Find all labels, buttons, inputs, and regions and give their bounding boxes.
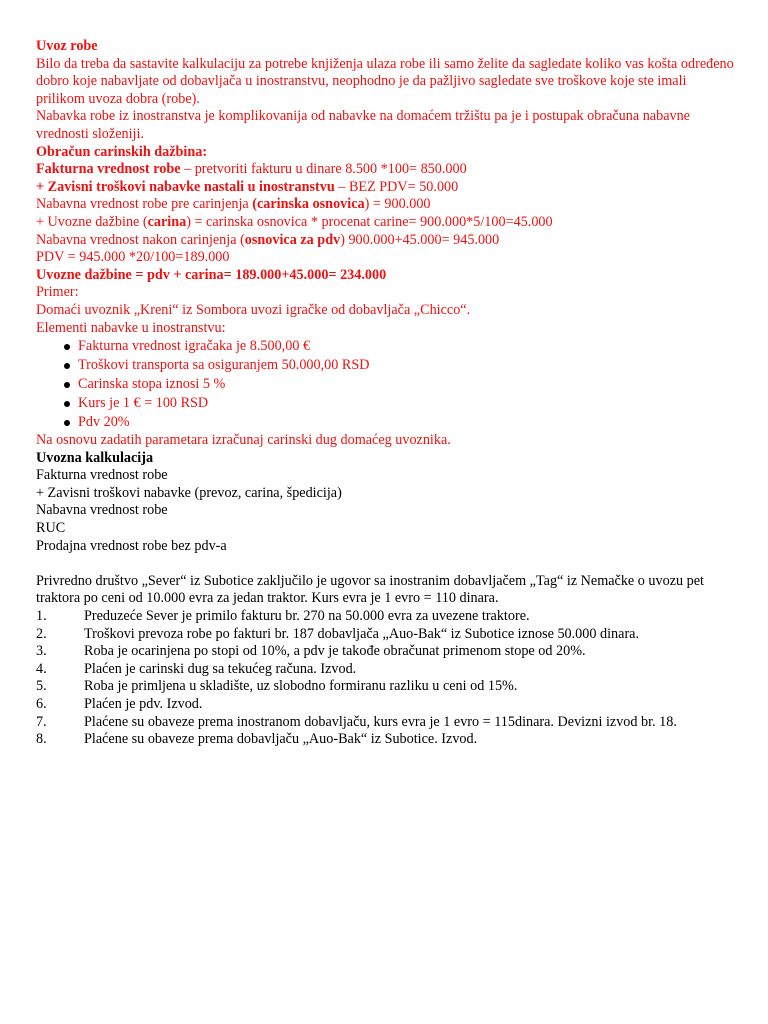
example-task: Na osnovu zadatih parametara izračunaj carinski dug domaćeg uvoznika. <box>36 432 451 449</box>
item-text: Roba je ocarinjena po stopi od 10%, a pdv je takođe obračunat primenom stope od 20%. <box>84 643 586 660</box>
calc-line-vat: PDV = 945.000 *20/100=189.000 <box>36 249 230 266</box>
numbered-item <box>36 608 736 626</box>
item-text: Plaćene su obaveze prema dobavljaču „Auo-Bak“ iz Subotice. Izvod. <box>84 731 478 748</box>
import-calc-row: RUC <box>36 520 66 537</box>
example-text: Domaći uvoznik „Kreni“ iz Sombora uvozi igračke od dobavljača „Chicco“. <box>36 301 471 318</box>
calc-line-dependent-costs: + Zavisni troškovi nabavke nastali u inostranstvu – BEZ PDV= 50.000 <box>36 178 459 195</box>
item-text: Plaćen je pdv. Izvod. <box>84 696 203 712</box>
calc-line-customs-duty: + Uvozne dažbine (carina) = carinska osnovica * procenat carine= 900.000*5/100=45.000 <box>36 213 553 230</box>
calc-line-total-duties: Uvozne dažbine = pdv + carina= 189.000+45.000= 234.000 <box>36 266 387 283</box>
spacer <box>36 555 736 573</box>
list-item: Fakturna vrednost igračaka je 8.500,00 € <box>36 337 736 356</box>
import-calc-row: Prodajna vrednost robe bez pdv-a <box>36 537 227 554</box>
numbered-item <box>36 626 736 644</box>
calc-line-invoice: Fakturna vrednost robe – pretvoriti fakturu u dinare 8.500 *100= 850.000 <box>36 161 467 178</box>
document-body <box>36 38 736 749</box>
item-number: 2. <box>36 625 47 642</box>
item-number: 6. <box>36 696 47 712</box>
example-label: Primer: <box>36 284 79 301</box>
item-text: Plaćen je carinski dug sa tekućeg računa. Izvod. <box>84 660 357 677</box>
numbered-item <box>36 731 736 749</box>
calc-line-vat-base: Nabavna vrednost nakon carinjenja (osnovica za pdv) 900.000+45.000= 945.000 <box>36 231 500 248</box>
list-item: Troškovi transporta sa osiguranjem 50.000,00 RSD <box>36 356 736 375</box>
task2-intro: Privredno društvo „Sever“ iz Subotice zaključilo je ugovor sa inostranim dobavljačem „Tag“ iz Nemačke o uvozu pet traktora po ceni od 10.000 evra za jedan traktor. Kurs evra je 1 evro = 110 dinara. <box>36 572 704 607</box>
item-text: Plaćene su obaveze prema inostranom dobavljaču, kurs evra je 1 evro = 115dinara. Devizni izvod br. 18. <box>84 713 677 730</box>
list-item: Pdv 20% <box>36 413 736 432</box>
import-calc-row: Fakturna vrednost robe <box>36 467 168 484</box>
item-number: 5. <box>36 678 47 695</box>
item-number: 1. <box>36 608 47 625</box>
item-number: 8. <box>36 731 47 748</box>
item-number: 7. <box>36 713 47 730</box>
list-item: Kurs je 1 € = 100 RSD <box>36 394 736 413</box>
item-text: Troškovi prevoza robe po fakturi br. 187 dobavljača „Auo-Bak“ iz Subotice iznose 50.000 dinara. <box>84 625 640 642</box>
elements-label: Elementi nabavke u inostranstvu: <box>36 319 226 336</box>
numbered-item <box>36 714 736 732</box>
import-calc-row: Nabavna vrednost robe <box>36 502 168 519</box>
item-number: 4. <box>36 660 47 677</box>
numbered-item <box>36 643 736 661</box>
item-text: Preduzeće Sever je primilo fakturu br. 270 na 50.000 evra za uvezene traktore. <box>84 608 530 625</box>
numbered-item <box>36 696 736 714</box>
numbered-item <box>36 678 736 696</box>
document-heading: Uvoz robe <box>36 38 98 54</box>
item-text: Roba je primljena u skladište, uz slobodno formiranu razliku u ceni od 15%. <box>84 678 518 695</box>
intro-paragraph-2: Nabavka robe iz inostranstva je komplikovanija od nabavke na domaćem tržištu pa je i postupak obračuna nabavne vrednosti složeniji. <box>36 108 690 142</box>
intro-paragraph-1: Bilo da treba da sastavite kalkulaciju za potrebe knjiženja ulaza robe ili samo želite da sagledate koliko vas košta određeno dobro koje nabavljate od dobavljača u inostranstvu, neophodno je da pažljivo sagledate sve troškove koje ste imali prilikom uvoza dobra (robe). <box>36 55 734 107</box>
numbered-item <box>36 661 736 679</box>
customs-calc-title: Obračun carinskih dažbina: <box>36 143 208 160</box>
item-number: 3. <box>36 643 47 660</box>
elements-list <box>36 337 736 432</box>
import-calc-row: + Zavisni troškovi nabavke (prevoz, carina, špedicija) <box>36 484 342 501</box>
import-calc-title: Uvozna kalkulacija <box>36 449 154 466</box>
list-item: Carinska stopa iznosi 5 % <box>36 375 736 394</box>
calc-line-customs-base: Nabavna vrednost robe pre carinjenja (carinska osnovica) = 900.000 <box>36 196 431 213</box>
